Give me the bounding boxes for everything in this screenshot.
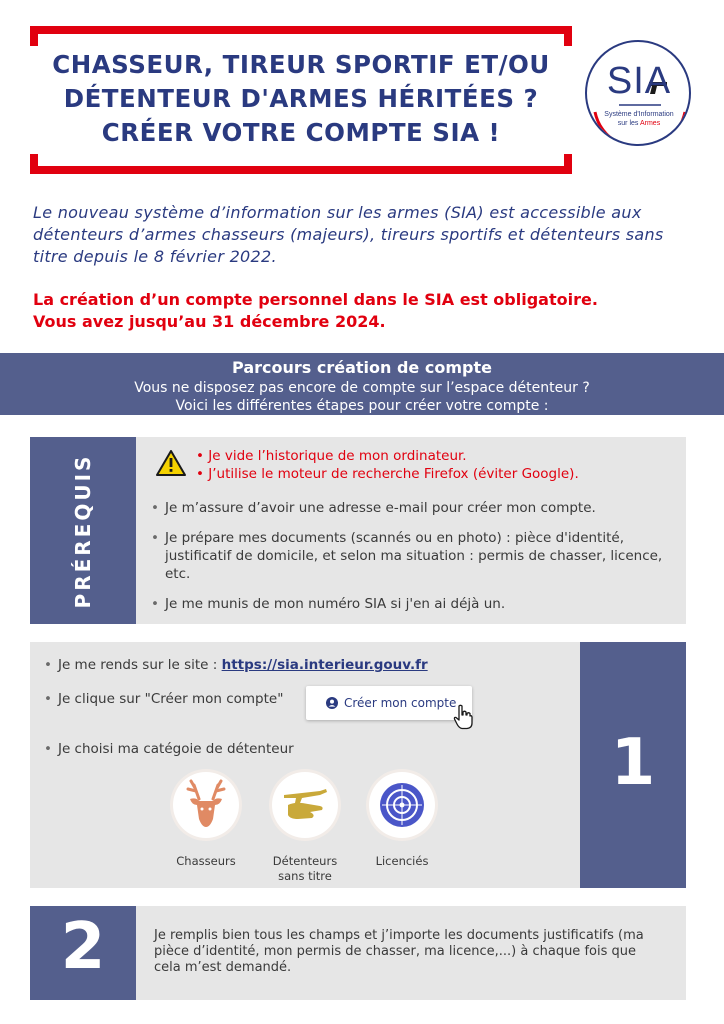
step-1-line-category: • Je choisi ma catégoie de détenteur [44,741,294,757]
frame-top-bar [30,26,572,34]
site-label: Je me rends sur le site : [57,657,222,673]
page-title [38,48,564,150]
step-1-card [30,642,686,888]
section-banner [0,353,724,415]
category-circle [369,772,435,838]
banner-line-1: Vous ne disposez pas encore de compte sur l’espace détenteur ? [134,380,590,396]
title-line-1: CHASSEUR, TIREUR SPORTIF ET/OU [52,50,550,79]
sia-logo [585,40,691,146]
step-2-band [30,906,136,1000]
category-label-line1: Détenteurs [272,854,338,868]
list-item: • Je prépare mes documents (scannés ou en photo) : pièce d'identité, justificatif de domicile, et selon ma situation : permis de chasser, licence, etc. [151,529,671,583]
deer-head-icon [182,779,230,831]
step-2-card [30,906,686,1000]
step-2-text: Je remplis bien tous les champs et j’importe les documents justificatifs (ma pièce d’identité, mon permis de chasser, ma licence,...) à chaque fois que cela m’est demandé. [154,928,644,975]
step-1-line-click: • Je clique sur "Créer mon compte" [44,691,284,707]
category-label [260,854,350,884]
list-item-text: Je me munis de mon numéro SIA si j'en ai déjà un. [165,596,506,612]
step-2-number: 2 [60,910,106,984]
logo-subtitle-prefix: sur les [617,120,640,127]
warning-item: • Je vide l’historique de mon ordinateur. [196,448,467,464]
category-label [357,854,447,869]
category-circle [272,772,338,838]
category-chasseurs[interactable] [161,772,251,869]
title-line-2: DÉTENTEUR D'ARMES HÉRITÉES ? [63,84,539,113]
warning-line-2: Vous avez jusqu’au 31 décembre 2024. [33,312,386,331]
list-item-text: Je m’assure d’avoir une adresse e-mail pour créer mon compte. [165,500,596,516]
frame-bottom-left-tick [30,154,38,174]
logo-subtitle-line1: Système d'Information [604,111,674,118]
category-label-line1: Chasseurs [176,854,236,868]
prerequisites-label: PRÉREQUIS [71,453,95,609]
category-instruction: Je choisi ma catégoie de détenteur [57,741,294,757]
category-label [161,854,251,869]
create-account-button[interactable] [306,686,472,720]
category-licencies[interactable] [357,772,447,869]
list-item: • Je m’assure d’avoir une adresse e-mail pour créer mon compte. [151,500,596,516]
hand-holding-rifle-icon [280,785,330,825]
intro-paragraph: Le nouveau système d’information sur les armes (SIA) est accessible aux détenteurs d’armes chasseurs (majeurs), tireurs sportifs et détenteurs sans titre depuis le 8 février 2022. [33,203,664,266]
prerequisites-list [151,529,671,583]
warning-line-1: La création d’un compte personnel dans le SIA est obligatoire. [33,290,598,309]
title-frame [30,26,572,174]
category-label-line2: sans titre [278,869,332,883]
frame-top-left-tick [30,26,38,46]
category-detenteurs-sans-titre[interactable] [260,772,350,884]
prerequisites-band [30,437,136,624]
frame-bottom-right-tick [564,154,572,174]
logo-acronym: SIA [606,60,672,102]
banner-line-2: Voici les différentes étapes pour créer votre compte : [175,398,549,414]
prerequisites-list [151,595,671,613]
hand-cursor-icon [453,704,473,730]
logo-subtitle-line2 [595,119,683,128]
list-item-text: Je prépare mes documents (scannés ou en photo) : pièce d'identité, justificatif de domicile, et selon ma situation : permis de chasser, licence, etc. [165,530,663,582]
create-account-label: Créer mon compte [344,696,457,710]
logo-subtitle-accent: Armes [639,120,661,127]
frame-bottom-bar [30,166,572,174]
step-1-band [580,642,686,888]
prerequisites-card [30,437,686,624]
shooting-target-icon [377,780,427,830]
warning-icon [155,449,187,477]
list-item: • Je me munis de mon numéro SIA si j'en ai déjà un. [151,596,506,612]
prerequisites-list [151,499,671,517]
mandatory-warning [33,289,693,333]
user-icon [326,697,338,709]
frame-top-right-tick [564,26,572,46]
prerequisites-warnings [196,447,579,483]
site-link[interactable]: https://sia.interieur.gouv.fr [221,657,428,673]
banner-title: Parcours création de compte [232,358,492,377]
step-1-line-site: • Je me rends sur le site : https://sia.interieur.gouv.fr [44,657,428,673]
warning-item: • J’utilise le moteur de recherche Firefox (éviter Google). [196,466,579,482]
title-line-3: CRÉER VOTRE COMPTE SIA ! [101,118,501,147]
logo-subtitle [595,110,683,128]
category-label-line1: Licenciés [375,854,429,868]
click-instruction: Je clique sur "Créer mon compte" [57,691,284,707]
category-circle [173,772,239,838]
step-1-number: 1 [610,726,656,800]
